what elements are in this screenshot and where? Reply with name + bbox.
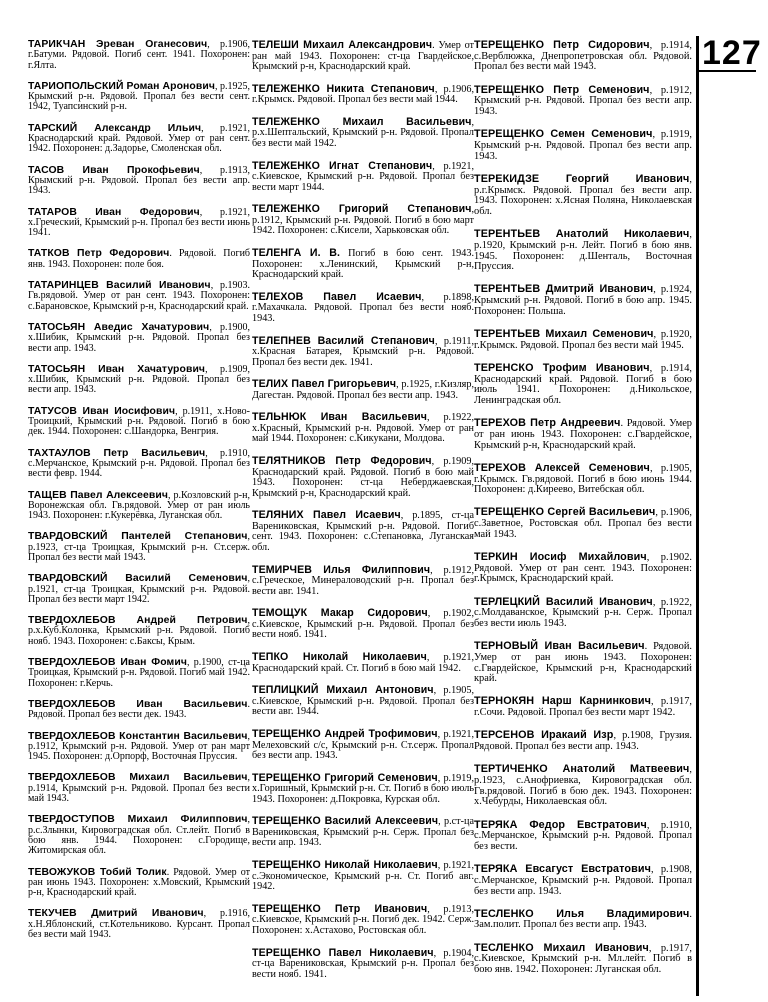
entry-details: , р.1917, г.Сочи. Рядовой. Пропал без вести март 1942. (474, 696, 692, 719)
entry-details: , р.1921, с.Экономическое, Крымский р-н. Ст. Погиб авг. 1942. (252, 860, 474, 893)
entry-name: ТАРСКИЙ Александр Ильич (28, 122, 202, 134)
list-item (28, 124, 250, 155)
entry-details: , р.1906, г.Крымск. Рядовой. Пропал без вести май 1944. (252, 83, 474, 106)
entry-details: , р.х.Куб.Колонка, Крымский р-н. Рядовой. Погиб нояб. 1943. Похоронен: с.Баксы, Крым. (28, 615, 250, 647)
list-item (28, 658, 250, 689)
entry-details: , р.1908, Грузия. Рядовой. Пропал без вести апр. 1943. (474, 730, 692, 753)
entry-name: ТЕЛИХ Павел Григорьевич (252, 378, 397, 391)
list-item (474, 174, 692, 218)
entry-name: ТАТАРИНЦЕВ Василий Иванович (28, 280, 211, 292)
list-item (252, 565, 474, 598)
list-item (474, 820, 692, 853)
list-item (28, 574, 250, 605)
entry-name: ТВЕРДОХЛЕБОВ Иван Фомич (28, 657, 187, 669)
entry-details: . Умер от ран май 1943. Похоронен: ст-ца Гвардейское, Крымский р-н, Краснодарский край. (252, 40, 474, 72)
entry-details: , р.1912, Крымский р-н. Рядовой. Умер от ран март 1945. Похоронен: д.Орпорф, Восточная Пруссия. (28, 730, 250, 763)
list-item (28, 700, 250, 721)
entry-name: ТЕЛЯТНИКОВ Петр Федорович (252, 455, 432, 468)
list-item (474, 129, 692, 162)
entry-details: , р.1919, х.Горишный, Крымский р-н. Ст. Погиб в бою июль 1943. Похоронен: д.Покровка, Курская обл. (252, 772, 475, 805)
list-item (28, 868, 250, 899)
list-item (252, 292, 474, 325)
entry-name: ТЕЛЬНЮК Иван Васильевич (252, 411, 428, 424)
entry-details: . Рядовой. Погиб янв. 1943. Похоронен: поле боя. (28, 248, 251, 270)
list-item (474, 597, 692, 630)
entry-name: ТВАРДОВСКИЙ Пантелей Степанович (28, 531, 248, 543)
entry-details: , р.1920, г.Крымск. Рядовой. Пропал без вести май 1945. (474, 329, 692, 351)
entry-name: ТЕСЛЕНКО Илья Владимирович (474, 907, 690, 920)
list-item (474, 696, 692, 718)
entry-details: , р.1914, Крымский р-н. Рядовой. Пропал без вести май 1943. (28, 772, 250, 805)
list-item (28, 773, 250, 804)
list-item (252, 204, 474, 237)
list-item (28, 249, 250, 270)
list-item (28, 166, 250, 197)
entry-details: , р.1923, с.Анофриевка, Кировоградская обл. Гв.рядовой. Погиб в бою дек. 1943. Похоронен: х.Чебурды, Николаевская обл. (474, 764, 692, 808)
list-item (474, 229, 692, 273)
list-item (474, 552, 692, 585)
entry-name: ТАТКОВ Петр Федорович (28, 248, 170, 260)
entry-details: , р.1924, Крымский р-н. Рядовой. Погиб в бою апр. 1945. Похоронен: Польша. (474, 284, 692, 317)
entry-name: ТЕРЯКА Евсагуст Евстратович (474, 863, 651, 876)
entry-name: ТЕЛЕНГА И. В. (252, 247, 341, 260)
entry-details: , р.1905, с.Киевское, Крымский р-н. Рядовой. Пропал без вести авг. 1944. (252, 685, 474, 718)
entry-details: , р.1914, с.Верблюжка, Днепропетровская обл. Рядовой. Пропал без вести май 1943. (474, 40, 692, 73)
entry-details: , р.1900, х.Шибик, Крымский р-н. Рядовой. Пропал без вести апр. 1943. (28, 321, 251, 354)
entry-name: ТЕРЕЩЕНКО Петр Иванович (252, 902, 428, 915)
list-item (28, 281, 250, 312)
list-item (252, 729, 474, 762)
entry-details: , р.1920, Крымский р-н. Лейт. Погиб в бою янв. 1945. Похоронен: д.Шенталь, Восточная Пруссия. (474, 229, 692, 273)
entry-name: ТЕЛЕШИ Михаил Александрович (252, 39, 433, 51)
entry-details: . Рядовой. Умер от ран июнь 1943. Похоронен: х.Мовский, Крымский р-н, Краснодарский край. (28, 866, 250, 899)
entry-details: , р.1922, с.Молдаванское, Крымский р-н. Серж. Пропал без вести июль 1943. (474, 596, 692, 629)
list-item (252, 161, 474, 194)
entry-details: , р.1906, с.Заветное, Ростовская обл. Пропал без вести май 1943. (474, 507, 692, 540)
column-3 (474, 40, 692, 987)
entry-details: , р.ст-ца Варениковская, Крымский р-н. Серж. Пропал без вести апр. 1943. (252, 816, 475, 849)
entry-name: ТЕРКИН Иосиф Михайлович (474, 550, 647, 563)
list-item (252, 84, 474, 106)
entry-details: , р.1921, с.Киевское, Крымский р-н. Рядовой. Пропал без вести март 1944. (252, 160, 475, 193)
list-item (252, 40, 474, 73)
entry-details: , р.1917, с.Киевское, Крымский р-н. Мл.лейт. Погиб в бою янв. 1942. Похоронен: Луганская обл. (474, 942, 693, 976)
entry-name: ТЕРЕНТЬЕВ Анатолий Николаевич (474, 228, 690, 241)
list-item (252, 336, 474, 369)
list-item (474, 363, 692, 407)
list-item (28, 491, 250, 522)
list-item (28, 732, 250, 763)
entry-name: ТВЕРДОХЛЕБОВ Андрей Петрович (28, 615, 248, 627)
entry-details: , р.1914, Краснодарский край. Рядовой. Погиб в бою июль 1941. Похоронен: д.Никольское, Ленинградская обл. (474, 362, 693, 407)
list-item (252, 412, 474, 445)
page-number: 127 (702, 34, 762, 72)
entry-details: . Зам.полит. Пропал без вести апр. 1943. (474, 908, 692, 931)
entry-name: ТЕРЕКИДЗЕ Георгий Иванович (474, 172, 690, 185)
list-item (252, 860, 474, 893)
entry-details: , р.1925, Крымский р-н. Рядовой. Пропал без вести сент. 1942, Туапсинский р-н. (28, 80, 250, 113)
entry-name: ТЕРНОВЫЙ Иван Васильевич (474, 640, 645, 653)
vertical-rule (696, 36, 699, 996)
entry-details: Погиб в бою сент. 1943. Похоронен: х.Ленинский, Крымский р-н, Краснодарский край. (252, 248, 474, 281)
list-item (252, 652, 474, 674)
list-item (474, 463, 692, 496)
list-item (252, 685, 474, 718)
list-item (252, 773, 474, 806)
list-item (28, 82, 250, 113)
entry-name: ТЕПЛИЦКИЙ Михаил Антонович (252, 684, 434, 697)
entry-details: , р.1921, х.Греческий, Крымский р-н. Пропал без вести июнь 1941. (28, 206, 251, 239)
entry-details: , р.1905, г.Крымск. Гв.рядовой. Погиб в бою июнь 1944. Похоронен: д.Киреево, Витебская обл. (474, 462, 692, 496)
list-item (28, 616, 250, 647)
entry-details: , р.1909, х.Шибик, Крымский р-н. Рядовой. Пропал без вести апр. 1943. (28, 363, 250, 396)
entry-name: ТЕРЕЩЕНКО Петр Семенович (474, 83, 650, 96)
entry-name: ТЕРЕЩЕНКО Павел Николаевич (252, 946, 434, 959)
list-item (474, 418, 692, 451)
entry-name: ТВЕРДОСТУПОВ Михаил Филиппович (28, 814, 248, 826)
entry-name: ТЕРЯКА Федор Евстратович (474, 818, 647, 831)
list-item (252, 248, 474, 281)
entry-name: ТЕРЛЕЦКИЙ Василий Иванович (474, 595, 653, 608)
list-item (252, 608, 474, 641)
list-item (474, 943, 692, 976)
entry-name: ТАХТАУЛОВ Петр Васильевич (28, 447, 206, 459)
entry-details: . Рядовой. Умер от ран июнь 1943. Похоронен: с.Гвардейское, Крымский р-н, Краснодарский край. (474, 418, 693, 451)
list-item (474, 764, 692, 808)
entry-details: , р.1912, с.Греческое, Минераловодский р-н. Пропал без вести авг. 1941. (252, 564, 474, 597)
entry-details: , р.х.Шептальский, Крымский р-н. Рядовой. Пропал без вести май 1942. (252, 116, 474, 149)
entry-name: ТЕЛЕЖЕНКО Игнат Степанович (252, 159, 433, 172)
entry-name: ТАРИОПОЛЬСКИЙ Роман Аронович (28, 80, 215, 92)
list-item (474, 864, 692, 897)
list-item (474, 641, 692, 685)
list-item (252, 117, 474, 150)
entry-details: , р.1921, Мелеховский с/с, Крымский р-н. Ст.серж. Пропал без вести апр. 1943. (252, 729, 475, 761)
entry-name: ТЕКУЧЕВ Дмитрий Иванович (28, 908, 204, 920)
entry-name: ТВАРДОВСКИЙ Василий Семенович (28, 573, 248, 585)
entry-details: , р.1903. Гв.рядовой. Умер от ран сент. 1943. Похоронен: с.Барановское, Крымский р-н, Краснодарский край. (28, 280, 251, 312)
entry-details: , р.1908, с.Мерчанское, Крымский р-н. Рядовой. Пропал без вести апр. 1943. (474, 864, 692, 897)
entry-details: , р.1906, г.Батуми. Рядовой. Погиб сент. 1941. Похоронен: г.Ялта. (28, 39, 250, 71)
list-item (28, 365, 250, 396)
entry-details: , р.1904, ст-ца Варениковская, Крымский р-н. Пропал без вести нояб. 1941. (252, 947, 474, 980)
entry-name: ТЕЛЕЖЕНКО Никита Степанович (252, 82, 435, 95)
entry-details: , р.1902. Рядовой. Умер от ран сент. 1943. Похоронен: г.Крымск, Краснодарский край. (474, 551, 692, 585)
entry-details: , р.1923, ст-ца Троицкая, Крымский р-н. Ст.серж. Пропал без вести май 1943. (28, 531, 250, 563)
list-item (28, 208, 250, 239)
entry-name: ТЕРЕЩЕНКО Петр Сидорович (474, 39, 650, 51)
entry-name: ТЕРЕНСКО Трофим Иванович (474, 361, 650, 374)
entry-details: , р.1921, Краснодарский край. Рядовой. Умер от ран сент. 1942. Похоронен: д.Задорье, Смоленская обл. (28, 122, 251, 155)
entry-details: , р.1912, Крымский р-н. Рядовой. Погиб в бою март 1942. Похоронен: с.Кисели, Харьковская обл. (252, 204, 474, 237)
entry-name: ТЕРЕЩЕНКО Григорий Семенович (252, 771, 438, 784)
entry-name: ТВЕРДОХЛЕБОВ Иван Васильевич (28, 698, 248, 710)
entry-name: ТАТОСЬЯН Аведис Хачатурович (28, 321, 210, 333)
entry-details: , р.г.Крымск. Рядовой. Пропал без вести апр. 1943. Похоронен: х.Ясная Поляна, Николаевская обл. (474, 173, 692, 217)
list-item (28, 407, 250, 438)
entry-name: ТАРИКЧАН Эреван Оганесович (28, 39, 208, 50)
entry-details: , р.1909, Краснодарский край. Рядовой. Погиб в бою май 1943. Похоронен: ст-ца Неберджаевская, Крымский р-н, Краснодарский край. (252, 456, 474, 499)
entry-name: ТАЩЕВ Павел Алексеевич (28, 489, 169, 501)
list-item (28, 323, 250, 354)
entry-details: , р.1916, х.Н.Яблонский, ст.Котельниково. Курсант. Пропал без вести май 1943. (28, 908, 250, 940)
entry-details: , р.1919, Крымский р-н. Рядовой. Пропал без вести апр. 1943. (474, 129, 693, 162)
list-item (252, 456, 474, 499)
entry-name: ТЕРЕЩЕНКО Василий Алексеевич (252, 815, 439, 828)
list-item (474, 40, 692, 73)
list-item (252, 948, 474, 981)
entry-name: ТЕВОЖУКОВ Тобий Толик (28, 866, 167, 878)
list-item (252, 904, 474, 937)
entry-details: , р.1911, х.Ново-Троицкий, Крымский р-н. Рядовой. Погиб в бою дек. 1944. Похоронен: с.Шандорка, Венгрия. (28, 405, 250, 438)
list-item (474, 730, 692, 752)
list-item (474, 507, 692, 540)
entry-name: ТЕРЕХОВ Алексей Семенович (474, 461, 650, 474)
entry-name: ТЕЛЕХОВ Павел Исаевич (252, 290, 422, 303)
entry-name: ТЕСЛЕНКО Михаил Иванович (474, 941, 649, 954)
entry-details: , р.1913, Крымский р-н. Рядовой. Пропал без вести апр. 1943. (28, 164, 250, 197)
entry-name: ТЕРСЕНОВ Иракаий Изр (474, 729, 614, 742)
entry-name: ТАТАРОВ Иван Федорович (28, 206, 200, 218)
entry-details: , р.с.Злынки, Кировоградская обл. Ст.лейт. Погиб в бою янв. 1944. Похоронен: с.Городище, Житомирская обл. (28, 814, 250, 857)
entry-details: , р.1921, Краснодарский край. Ст. Погиб в бою май 1942. (252, 652, 474, 674)
list-item (28, 815, 250, 856)
column-2 (252, 40, 474, 991)
entry-name: ТЕЛЕЖЕНКО Михаил Васильевич (252, 115, 472, 128)
entry-details: , р.1925, г.Кизляр, Дагестан. Рядовой. Пропал без вести апр. 1943. (252, 379, 474, 401)
entry-details: , р.1921, ст-ца Троицкая, Крымский р-н. Рядовой. Пропал без вести март 1942. (28, 573, 250, 605)
entry-details: , р.1922, х.Красный, Крымский р-н. Рядовой. Умер от ран май 1944. Похоронен: с.Кикукани, Молдова. (252, 412, 474, 445)
entry-name: ТАСОВ Иван Прокофьевич (28, 164, 200, 176)
entry-name: ТЕМИРЧЕВ Илья Филиппович (252, 563, 431, 576)
list-item (28, 532, 250, 563)
entry-details: , р.1898, г.Махачкала. Рядовой. Пропал без вести нояб. 1943. (252, 291, 474, 324)
entry-name: ТВЕРДОХЛЕБОВ Михаил Васильевич (28, 772, 248, 784)
list-item (252, 379, 474, 401)
list-item (474, 284, 692, 317)
entry-details: , р.1912, Крымский р-н. Рядовой. Пропал без вести апр. 1943. (474, 84, 693, 118)
list-item (474, 85, 692, 118)
entry-details: , р.1895, ст-ца Варениковская, Крымский р-н. Рядовой. Погиб сент. 1943. Похоронен: с.Степановка, Луганская обл. (252, 510, 475, 553)
entry-details: , р.1902, с.Киевское, Крымский р-н. Рядовой. Пропал без вести нояб. 1941. (252, 608, 474, 641)
list-item (474, 329, 692, 351)
entry-name: ТЕРЕНТЬЕВ Михаил Семенович (474, 328, 654, 340)
entry-details: , р.Козловский р-н, Воронежская обл. Гв.рядовой. Умер от ран июль 1943. Похоронен: г.Кукерёвка, Луганская обл. (28, 489, 250, 522)
list-item (474, 909, 692, 931)
entry-details: , р.1911, х.Красная Батарея, Крымский р-н. Рядовой. Пропал без вести дек. 1941. (252, 335, 474, 368)
entry-name: ТВЕРДОХЛЕБОВ Константин Васильевич (28, 730, 248, 742)
entry-name: ТЕПКО Николай Николаевич (252, 651, 427, 664)
entry-name: ТЕЛЕПНЕВ Василий Степанович (252, 334, 435, 347)
entry-name: ТЕРЕХОВ Петр Андреевич (474, 417, 621, 430)
list-item (28, 909, 250, 940)
entry-name: ТЕРЕЩЕНКО Семен Семенович (474, 128, 653, 141)
entry-name: ТАТОСЬЯН Иван Хачатурович (28, 363, 206, 375)
list-item (252, 816, 474, 849)
entry-name: ТЕЛЯНИХ Павел Исаевич (252, 509, 401, 522)
entry-details: , р.1913, с.Киевское, Крымский р-н. Погиб дек. 1942. Серж. Похоронен: х.Астахово, Ростовская обл. (252, 903, 474, 936)
entry-details: , р.1910, с.Мерчанское, Крымский р-н. Рядовой. Пропал без вести. (474, 819, 692, 852)
entry-name: ТЕЛЕЖЕНКО Григорий Степанович (252, 203, 472, 216)
entry-name: ТЕРТИЧЕНКО Анатолий Матвеевич (474, 763, 690, 776)
entry-details: , р.1910, с.Мерчанское, Крымский р-н. Рядовой. Пропал без вести февр. 1944. (28, 447, 250, 480)
entry-details: . Рядовой. Пропал без вести дек. 1943. (28, 698, 250, 721)
list-item (28, 40, 250, 71)
entry-name: ТЕРЕЩЕНКО Николай Николаевич (252, 859, 438, 872)
list-item (28, 449, 250, 480)
column-1 (28, 40, 250, 951)
list-item (252, 510, 474, 553)
entry-name: ТЕРЕЩЕНКО Андрей Трофимович (252, 728, 438, 740)
entry-details: . Рядовой. Умер от ран июнь 1943. Похоронен: с.Гвардейское, Крымский р-н, Краснодарский край. (474, 641, 692, 685)
entry-name: ТАТУСОВ Иван Иосифович (28, 405, 176, 417)
entry-name: ТЕРНОКЯН Нарш Карнинкович (474, 695, 651, 708)
entry-name: ТЕМОЩУК Макар Сидорович (252, 607, 428, 620)
entry-details: , р.1900, ст-ца Троицкая, Крымский р-н. Рядовой. Погиб май 1942. Похоронен: г.Керчь. (28, 657, 250, 689)
entry-name: ТЕРЕНТЬЕВ Дмитрий Иванович (474, 283, 654, 296)
entry-name: ТЕРЕЩЕНКО Сергей Васильевич (474, 506, 656, 519)
